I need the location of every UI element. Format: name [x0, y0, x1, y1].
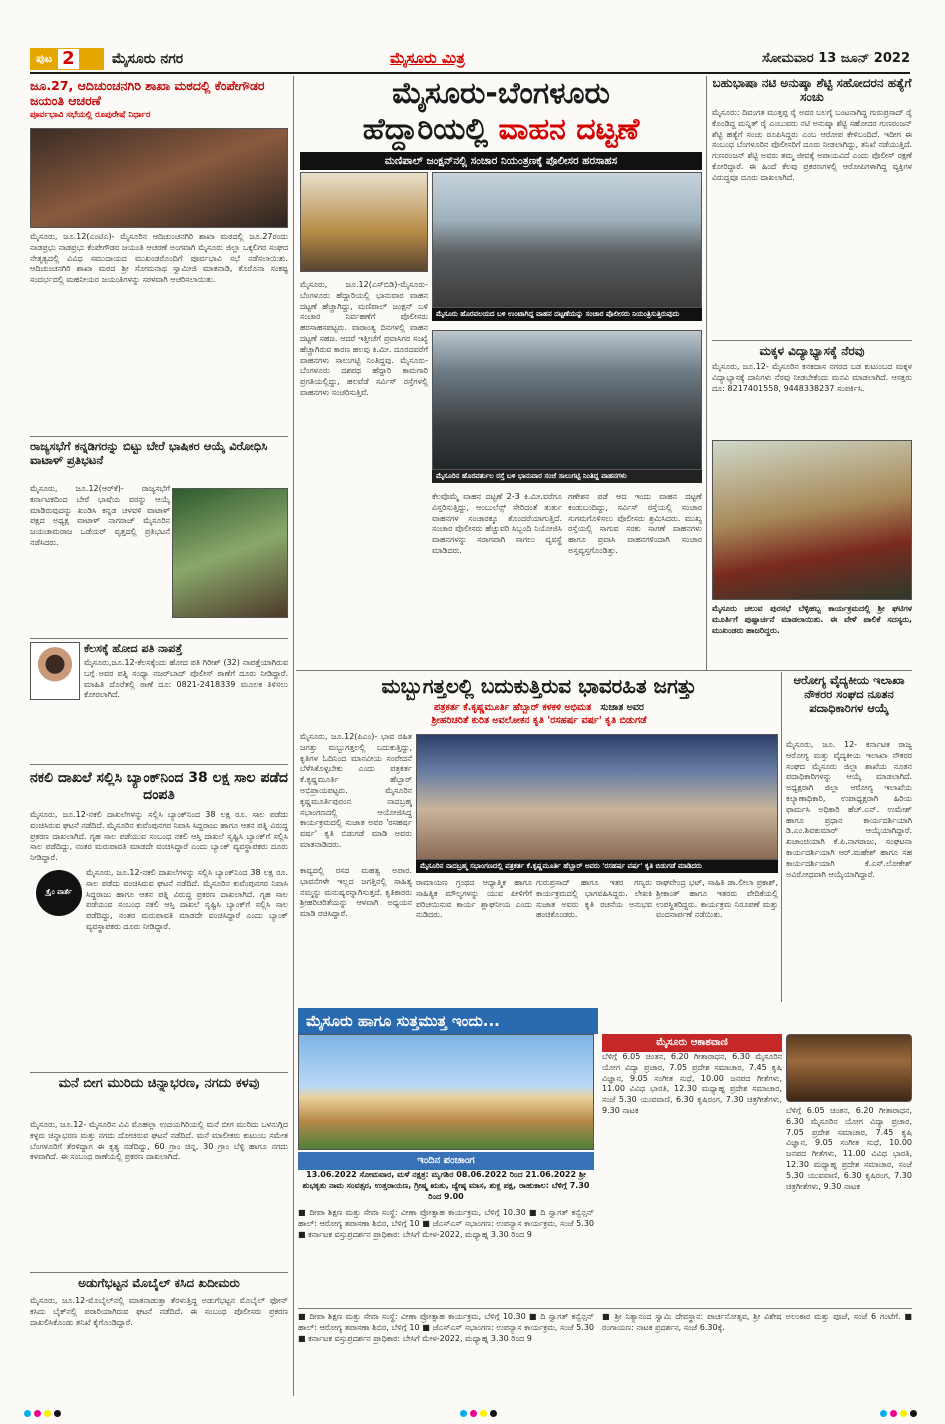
masthead: [30, 44, 910, 74]
lead-headline-line1: ಮೈಸೂರು-ಬೆಂಗಳೂರು: [392, 76, 610, 111]
story-missing-body: ಮೈಸೂರು,ಜೂ.12-ಕೆಲಸಕ್ಕೆಂದು ಹೋದ ಪತಿ ಗಿರೀಶ್ (32) ನಾಪತ್ತೆಯಾಗಿರುವ ಬಗ್ಗೆ ಅವರ ಪತ್ನಿ ಸಂಧ್ಯಾ ನಜರ್‌ಬಾದ್ ಪೊಲೀಸ್ ಠಾಣೆಗೆ ದೂರು ನೀಡಿದ್ದಾರೆ. ಮಾಹಿತಿ ದೊರೆತಲ್ಲಿ ಠಾಣೆ ದೂ: 0821-2418339 ಮೂಲಕ ತಿಳಿಸಲು ಕೋರಲಾಗಿದೆ.: [84, 658, 288, 700]
event-body-col2: ರಾಮಾಯಣ ಗ್ರಂಥದ ಆಧ್ಯಾತ್ಮಿಕ ಹಾಗೂ ಸಾಹಿತ್ಯಿಕ ಮೌಲ್ಯಗಳನ್ನು ಯುವ ಪೀಳಿಗೆಗೆ ಪರಿಚಯಿಸುವ ಕಾರ್ಯ ಶ್ಲಾಘನೀಯ ಎಂದು ನುಡಿದರು.: [416, 878, 532, 920]
newspaper-name: ಮೈಸೂರು ಮಿತ್ರ: [390, 49, 465, 67]
event-subhead-2: ಸುಜಾತ ಅವರ: [600, 702, 644, 713]
book-release-caption: ಮೈಸೂರಿನ ನಾದಬ್ರಹ್ಮ ಸಭಾಂಗಣದಲ್ಲಿ ಪತ್ರಕರ್ತ ಕೆ.ಕೃಷ್ಣಮೂರ್ತಿ ಹೆಬ್ಬಾರ್ ಅವರು 'ರಸಹರ್ಷ ವರ್ಷ' ಕೃತಿ ಬಿಡುಗಡೆ ಮಾಡಿದರು: [416, 860, 778, 873]
event-body-left: ಮೈಸೂರು, ಜೂ.12(ಪಿಎಂ)- ಭಾವ ರಹಿತ ಜಗತ್ತು ಮಬ್ಬುಗತ್ತಲಲ್ಲಿ ಬದುಕುತ್ತಿದ್ದು, ಕೃತಿಗಳ ಓದಿನಿಂದ ಮಾನವೀಯ ಸಂವೇದನೆ ಬೆಳೆಸಿಕೊಳ್ಳಬೇಕು ಎಂದು ಪತ್ರಕರ್ತ ಕೆ.ಕೃಷ್ಣಮೂರ್ತಿ ಹೆಬ್ಬಾರ್ ಅಭಿಪ್ರಾಯಪಟ್ಟರು. ಮೈಸೂರಿನ ಕೃಷ್ಣಮೂರ್ತಿಪುರಂನ ನಾದಬ್ರಹ್ಮ ಸಭಾಂಗಣದಲ್ಲಿ ಆಯೋಜಿಸಿದ್ದ ಕಾರ್ಯಕ್ರಮದಲ್ಲಿ ಸುಜಾತ ಅವರ 'ರಸಹರ್ಷ ವರ್ಷ' ಕೃತಿ ಬಿಡುಗಡೆ ಮಾಡಿ ಅವರು ಮಾತನಾಡಿದರು.: [300, 732, 412, 849]
lead-subhead: [300, 152, 702, 170]
section-title: ಮೈಸೂರು ನಗರ: [112, 51, 184, 67]
traffic-jam-photo-2: [432, 330, 702, 470]
lead-subhead-text: ಮಣಿಪಾಲ್ ಜಂಕ್ಷನ್‌ನಲ್ಲಿ ಸಂಚಾರ ನಿಯಂತ್ರಣಕ್ಕೆ ಪೊಲೀಸರ ಹರಸಾಹಸ: [384, 155, 618, 167]
lead-headline-line2: [300, 112, 702, 148]
panchang-body: 13.06.2022 ಸೋಮವಾರ, ಮಳೆ ನಕ್ಷತ್ರ: ಮೃಗಶಿರ 08.06.2022 ರಿಂದ 21.06.2022 ಶ್ರೀ ಶುಭಕೃತು ನಾಮ ಸಂವತ್ಸರ, ಉತ್ತರಾಯಣ, ಗ್ರೀಷ್ಮ ಋತು, ಜ್ಯೇಷ್ಠ ಮಾಸ, ಶುಕ್ಲ ಪಕ್ಷ, ರಾಹುಕಾಲ: ಬೆಳಿಗ್ಗೆ 7.30 ರಿಂದ 9.00: [302, 1170, 590, 1201]
lead-body-col4: ಗಣೇಶನ ಪಡೆ ಆದ ಇಂದು ವಾಹನ ದಟ್ಟಣೆ ಕಂಡುಬಂದಿದ್ದು, ಸರ್ವಿಸ್ ರಸ್ತೆಯಲ್ಲಿ ಸಂಚಾರ ಸುಗಮಗೊಳಿಸಲು ಪೊಲೀಸರು ಶ್ರಮಿಸಿದರು. ಮುಖ್ಯ ರಸ್ತೆಯಲ್ಲಿ ಸಾಗುವ ಸರಕು ಸಾಗಣೆ ವಾಹನಗಳು ಹಾಗೂ ಪ್ರವಾಸಿ ವಾಹನಗಳಿಂದಾಗಿ ಸಂಚಾರ ಅಸ್ತವ್ಯಸ್ತಗೊಂಡಿತ್ತು.: [568, 492, 702, 555]
today-banner: [298, 1008, 598, 1034]
page-label: ಪುಟ: [36, 51, 53, 65]
story-kempegowda-body: ಮೈಸೂರು, ಜೂ.12(ಎಂಟಿಎ)- ಮೈಸೂರಿನ ಆದಿಚುಂಚನಗಿರಿ ಶಾಖಾ ಮಠದಲ್ಲಿ ಜೂ.27ರಂದು ನಾಡಪ್ರಭು ನಾಡಪ್ರಭು ಕೆಂಪೇಗೌಡರ ಜಯಂತಿ ಆಚರಣೆ ಅಂಗವಾಗಿ ಮೈಸೂರು ಜಿಲ್ಲಾ ಒಕ್ಕಲಿಗರ ಸಂಘದ ನೇತೃತ್ವದಲ್ಲಿ ವಿವಿಧ ಸಮುದಾಯದ ಮುಖಂಡರೊಂದಿಗೆ ಪೂರ್ವಭಾವಿ ಸಭೆ ನಡೆಸಲಾಯಿತು. ಆದಿಚುಂಚನಗಿರಿ ಶಾಖಾ ಮಠದ ಶ್ರೀ ಸೋಮನಾಥ ಸ್ವಾಮೀಜಿ ಮಾತನಾಡಿ, ಕೊರೊನಾ ಸಂಕಷ್ಟ ಸಂದರ್ಭದಲ್ಲಿ ಮಹನೀಯರ ಜಯಂತಿಗಳನ್ನು ಸರಳವಾಗಿ ಆಚರಿಸಲಾಯಿತು.: [30, 232, 288, 285]
event-subheads: [300, 702, 778, 728]
traffic-police-photo: [300, 172, 428, 272]
radio-schedule-cont: ಬೆಳಿಗ್ಗೆ 6.05 ಚಿಂತನ, 6.20 ಗೀತಾರಾಧನ, 6.30 ಮೈಸೂರಿನ ಯೋಗ ವಿದ್ಯಾ ಪ್ರಚಾರ, 7.05 ಪ್ರದೇಶ ಸಮಾಚಾರ, 7.45 ಕೃಷಿ ವಿಜ್ಞಾನ, 9.05 ಸಂಗೀತ ಸುಧೆ, 10.00 ಜನಪದ ಗೀತೆಗಳು, 11.00 ವಿವಿಧ ಭಾರತಿ, 12.30 ಮಧ್ಯಾಹ್ನ ಪ್ರದೇಶ ಸಮಾಚಾರ, ಸಂಜೆ 5.30 ಯುವವಾಣಿ, 6.30 ಕೃಷಿರಂಗ, 7.30 ಚಿತ್ರಗೀತೆಗಳು, 9.30 ನಾಟಕ: [786, 1106, 912, 1191]
radio-image: [786, 1034, 912, 1102]
lead-body-col1: ಮೈಸೂರು, ಜೂ.12(ಎಸ್‌ಬಿಡಿ)-ಮೈಸೂರು-ಬೆಂಗಳೂರು ಹೆದ್ದಾರಿಯಲ್ಲಿ ಭಾನುವಾರ ವಾಹನ ದಟ್ಟಣೆ ಹೆಚ್ಚಾಗಿದ್ದು, ಮಣಿಪಾಲ್ ಜಂಕ್ಷನ್ ಬಳಿ ಸಂಚಾರ ನಿರ್ವಹಣೆಗೆ ಪೊಲೀಸರು ಹರಸಾಹಸಪಟ್ಟರು. ವಾರಾಂತ್ಯ ದಿನಗಳಲ್ಲಿ ವಾಹನ ದಟ್ಟಣೆ ಸಹಜ. ಆದರೆ ಇತ್ತೀಚೆಗೆ ಪ್ರವಾಸಿಗರ ಸಂಖ್ಯೆ ಹೆಚ್ಚಾಗಿರುವ ಕಾರಣ ಹಲವು ಕಿ.ಮೀ. ದೂರದವರೆಗೆ ವಾಹನಗಳು ಸಾಲುಗಟ್ಟಿ ನಿಂತಿದ್ದವು. ಮೈಸೂರು-ಬೆಂಗಳೂರು ದಶಪಥ ಹೆದ್ದಾರಿ ಕಾಮಗಾರಿ ಪ್ರಗತಿಯಲ್ಲಿದ್ದು, ಹಲವೆಡೆ ಸರ್ವಿಸ್ ರಸ್ತೆಗಳಲ್ಲಿ ವಾಹನಗಳು ಸಂಚರಿಸುತ್ತಿವೆ.: [300, 280, 428, 397]
story-theft-body: ಮೈಸೂರು, ಜೂ.12- ಮೈಸೂರಿನ ವಿವಿ ಮೊಹಲ್ಲಾ ಉದಯಗಿರಿಯಲ್ಲಿ ಮನೆ ಬೀಗ ಮುರಿದು ಒಳನುಗ್ಗಿದ ಕಳ್ಳರು ಚಿನ್ನಾಭರಣ ಮತ್ತು ನಗದು ದೋಚಿರುವ ಘಟನೆ ನಡೆದಿದೆ. ಮನೆ ಮಾಲೀಕರು ಕುಟುಂಬ ಸಮೇತ ಬೆಂಗಳೂರಿಗೆ ತೆರಳಿದ್ದಾಗ ಈ ಕೃತ್ಯ ನಡೆದಿದ್ದು, 60 ಗ್ರಾಂ ಚಿನ್ನ, 30 ಗ್ರಾಂ ಬೆಳ್ಳಿ ಹಾಗೂ ನಗದು ಕಳವಾಗಿದೆ. ಈ ಸಂಬಂಧ ಠಾಣೆಯಲ್ಲಿ ಪ್ರಕರಣ ದಾಖಲಾಗಿದೆ.: [30, 1120, 288, 1162]
story-theft-headline: ಮನೆ ಬೀಗ ಮುರಿದು ಚಿನ್ನಾಭರಣ, ನಗದು ಕಳವು: [58, 1076, 260, 1091]
story-mobile-snatch-body: ಮೈಸೂರು, ಜೂ.12-ಮೊಬೈಲ್‌ನಲ್ಲಿ ಮಾತನಾಡುತ್ತಾ ತೆರಳುತ್ತಿದ್ದ ಅಡುಗೆಭಟ್ಟನ ಮೊಬೈಲ್ ಫೋನ್ ಕಸಿದು ಬೈಕ್‌ನಲ್ಲಿ ಪರಾರಿಯಾಗಿರುವ ಘಟನೆ ನಡೆದಿದೆ. ಈ ಸಂಬಂಧ ಪೊಲೀಸರು ಪ್ರಕರಣ ದಾಖಲಿಸಿಕೊಂಡು ತನಿಖೆ ಕೈಗೊಂಡಿದ್ದಾರೆ.: [30, 1296, 288, 1327]
traffic-jam-caption-1: ಮೈಸೂರು ಹೊರವಲಯದ ಬಳಿ ಉಂಟಾಗಿದ್ದ ವಾಹನ ದಟ್ಟಣೆಯನ್ನು ಸಂಚಾರ ಪೊಲೀಸರು ನಿಯಂತ್ರಿಸುತ್ತಿರುವುದು: [432, 308, 702, 321]
mysore-palace-photo: [298, 1034, 594, 1150]
lead-headline-line2b: ವಾಹನ ದಟ್ಟಣೆ: [498, 112, 640, 147]
story-bank-fraud-body-b: ಮೈಸೂರು, ಜೂ.12-ನಕಲಿ ದಾಖಲೆಗಳನ್ನು ಸಲ್ಲಿಸಿ ಬ್ಯಾಂಕ್‌ನಿಂದ 38 ಲಕ್ಷ ರೂ. ಸಾಲ ಪಡೆದು ವಂಚಿಸಿರುವ ಘಟನೆ ನಡೆದಿದೆ. ಮೈಸೂರಿನ ಕುವೆಂಪುನಗರ ನಿವಾಸಿ ಸಿದ್ದರಾಜು ಹಾಗೂ ಆತನ ಪತ್ನಿ ವಿರುದ್ಧ ಪ್ರಕರಣ ದಾಖಲಾಗಿದೆ. ಗೃಹ ಸಾಲ ಪಡೆಯುವ ಸಂಬಂಧ ನಕಲಿ ಆಸ್ತಿ ದಾಖಲೆ ಸೃಷ್ಟಿಸಿ ಬ್ಯಾಂಕ್‌ಗೆ ಸಲ್ಲಿಸಿ ಸಾಲ ಪಡೆದಿದ್ದು, ನಂತರ ಮರುಪಾವತಿ ಮಾಡದೇ ವಂಚಿಸಿದ್ದಾರೆ ಎಂದು ಬ್ಯಾಂಕ್ ವ್ಯವಸ್ಥಾಪಕರು ದೂರು ನೀಡಿದ್ದಾರೆ.: [86, 868, 288, 931]
story-kempegowda-headline: ಜೂ.27, ಆದಿಚುಂಚನಗಿರಿ ಶಾಖಾ ಮಠದಲ್ಲಿ ಕೆಂಪೇಗೌಡರ ಜಯಂತಿ ಆಚರಣೆ: [30, 78, 265, 108]
page-number-box: [30, 48, 104, 70]
traffic-jam-caption-2: ಮೈಸೂರಿನ ಹೊರವರ್ತುಲ ರಸ್ತೆ ಬಳಿ ಭಾನುವಾರ ಸಂಜೆ ಸಾಲುಗಟ್ಟಿ ನಿಂತಿದ್ದ ವಾಹನಗಳು: [432, 470, 702, 483]
story-health-assoc-headline: ಆರೋಗ್ಯ ವೈದ್ಯಕೀಯ ಇಲಾಖಾ ನೌಕರರ ಸಂಘದ ನೂತನ ಪದಾಧಿಕಾರಿಗಳ ಆಯ್ಕೆ: [793, 673, 905, 715]
temple-ceremony-photo: [712, 440, 912, 600]
event-subhead-1: ಪತ್ರಕರ್ತ ಕೆ.ಕೃಷ್ಣಮೂರ್ತಿ ಹೆಬ್ಬಾರ್ ಕಳಕಳಿ ಅಭಿಮತ: [434, 702, 592, 713]
event-body-col3: ಗುರುಪ್ರಸಾದ್ ಹಾಗೂ ಇತರ ಗಣ್ಯರು ಕಾರ್ಯಕ್ರಮದಲ್ಲಿ ಭಾಗವಹಿಸಿದ್ದರು. ಲೇಖಕಿ ಸುಜಾತ ಅವರು ಕೃತಿ ರಚನೆಯ ಅನುಭವ ಹಂಚಿಕೊಂಡರು.: [536, 878, 652, 920]
event-headline: ಮಬ್ಬುಗತ್ತಲಲ್ಲಿ ಬದುಕುತ್ತಿರುವ ಭಾವರಹಿತ ಜಗತ್ತು: [381, 674, 697, 698]
panchang-title: [298, 1152, 594, 1170]
event-body-col1: ಕಾವ್ಯದಲ್ಲಿ ರಸದ ಮಹತ್ವ ಅಪಾರ. ಭಾವನೆಗಳೇ ಇಲ್ಲದ ಜಗತ್ತಿನಲ್ಲಿ ಸಾಹಿತ್ಯ ನಮ್ಮನ್ನು ಮನುಷ್ಯರನ್ನಾಗಿಸುತ್ತದೆ. ಕೃತಿಕಾರರು ಶ್ರೀಹರಿಚರಿತೆಯನ್ನು ಆಳವಾಗಿ ಅಧ್ಯಯನ ಮಾಡಿ ರಚಿಸಿದ್ದಾರೆ.: [300, 866, 412, 919]
issue-date: ಸೋಮವಾರ 13 ಜೂನ್ 2022: [762, 51, 910, 66]
event-body-col4: ರಾಘವೇಂದ್ರ ಭಟ್, ಸಾಹಿತಿ ಡಾ.ಲೀಲಾ ಪ್ರಕಾಶ್, ಶ್ರೀಕಾಂತ್ ಹಾಗೂ ಇತರರು ವೇದಿಕೆಯಲ್ಲಿ ಉಪಸ್ಥಿತರಿದ್ದರು. ಕಾರ್ಯಕ್ರಮ ನಿರೂಪಣೆ ಮತ್ತು ವಂದನಾರ್ಪಣೆ ನಡೆಯಿತು.: [656, 878, 778, 920]
radio-schedule: ಬೆಳಿಗ್ಗೆ 6.05 ಚಿಂತನ, 6.20 ಗೀತಾರಾಧನ, 6.30 ಮೈಸೂರಿನ ಯೋಗ ವಿದ್ಯಾ ಪ್ರಚಾರ, 7.05 ಪ್ರದೇಶ ಸಮಾಚಾರ, 7.45 ಕೃಷಿ ವಿಜ್ಞಾನ, 9.05 ಸಂಗೀತ ಸುಧೆ, 10.00 ಜನಪದ ಗೀತೆಗಳು, 11.00 ವಿವಿಧ ಭಾರತಿ, 12.30 ಮಧ್ಯಾಹ್ನ ಪ್ರದೇಶ ಸಮಾಚಾರ, ಸಂಜೆ 5.30 ಯುವವಾಣಿ, 6.30 ಕೃಷಿರಂಗ, 7.30 ಚಿತ್ರಗೀತೆಗಳು, 9.30 ನಾಟಕ: [602, 1052, 782, 1115]
story-education-aid-headline: ಮಕ್ಕಳ ವಿದ್ಯಾಭ್ಯಾಸಕ್ಕೆ ನೆರವು: [759, 344, 865, 358]
today-footer-notes-left: ■ ದೀಪಾ ಶಿಕ್ಷಣ ಮತ್ತು ಸೇವಾ ಸಂಸ್ಥೆ: ವೀಣಾ ಪ್ರೋತ್ಸಾಹ ಕಾರ್ಯಕ್ರಮ, ಬೆಳಿಗ್ಗೆ 10.30 ■ ದಿ ಸ್ವಾಗತ್ ಕನ್ವೆನ್ಷನ್ ಹಾಲ್: ಆರೋಗ್ಯ ತಪಾಸಣಾ ಶಿಬಿರ, ಬೆಳಿಗ್ಗೆ 10 ■ ಜೆಎಸ್‌ಎಸ್ ಸಭಾಂಗಣ: ಉಪನ್ಯಾಸ ಕಾರ್ಯಕ್ರಮ, ಸಂಜೆ 5.30 ■ ಕರ್ನಾಟಕ ವಸ್ತುಪ್ರದರ್ಶನ ಪ್ರಾಧಿಕಾರ: ಬೇಸಿಗೆ ಮೇಳ-2022, ಮಧ್ಯಾಹ್ನ 3.30 ರಿಂದ 9: [298, 1312, 594, 1343]
story-education-aid-body: ಮೈಸೂರು, ಜೂ.12- ಮೈಸೂರಿನ ಕನಕದಾಸ ನಗರದ ಬಡ ಕುಟುಂಬದ ಮಕ್ಕಳ ವಿದ್ಯಾಭ್ಯಾಸಕ್ಕೆ ದಾನಿಗಳು ನೆರವು ನೀಡಬೇಕೆಂದು ಮನವಿ ಮಾಡಲಾಗಿದೆ. ಆಸಕ್ತರು ದೂ: 8217401558, 9448338237 ಸಂಪರ್ಕಿಸಿ.: [712, 362, 912, 393]
story-mobile-snatch-headline: ಅಡುಗೆಭಟ್ಟನ ಮೊಬೈಲ್ ಕಸಿದ ಖದೀಮರು: [78, 1276, 240, 1290]
today-events-list: ■ ದೀಪಾ ಶಿಕ್ಷಣ ಮತ್ತು ಸೇವಾ ಸಂಸ್ಥೆ: ವೀಣಾ ಪ್ರೋತ್ಸಾಹ ಕಾರ್ಯಕ್ರಮ, ಬೆಳಿಗ್ಗೆ 10.30 ■ ದಿ ಸ್ವಾಗತ್ ಕನ್ವೆನ್ಷನ್ ಹಾಲ್: ಆರೋಗ್ಯ ತಪಾಸಣಾ ಶಿಬಿರ, ಬೆಳಿಗ್ಗೆ 10 ■ ಜೆಎಸ್‌ಎಸ್ ಸಭಾಂಗಣ: ಉಪನ್ಯಾಸ ಕಾರ್ಯಕ್ರಮ, ಸಂಜೆ 5.30 ■ ಕರ್ನಾಟಕ ವಸ್ತುಪ್ರದರ್ಶನ ಪ್ರಾಧಿಕಾರ: ಬೇಸಿಗೆ ಮೇಳ-2022, ಮಧ್ಯಾಹ್ನ 3.30 ರಿಂದ 9: [298, 1208, 594, 1239]
story-missing-headline: ಕೆಲಸಕ್ಕೆ ಹೋದ ಪತಿ ನಾಪತ್ತೆ: [84, 642, 183, 655]
crime-news-badge: [36, 870, 82, 916]
meeting-photo: [30, 128, 288, 228]
story-health-assoc-body: ಮೈಸೂರು, ಜೂ. 12- ಕರ್ನಾಟಕ ರಾಜ್ಯ ಆರೋಗ್ಯ ಮತ್ತು ವೈದ್ಯಕೀಯ ಇಲಾಖಾ ನೌಕರರ ಸಂಘದ ಮೈಸೂರು ಜಿಲ್ಲಾ ಶಾಖೆಯ ನೂತನ ಪದಾಧಿಕಾರಿಗಳನ್ನು ಆಯ್ಕೆ ಮಾಡಲಾಗಿದೆ. ಅಧ್ಯಕ್ಷರಾಗಿ ಜಿಲ್ಲಾ ಆರೋಗ್ಯ ಇಲಾಖೆಯ ಕಲ್ಯಾಣಾಧಿಕಾರಿ, ಉಪಾಧ್ಯಕ್ಷರಾಗಿ ಹಿರಿಯ ಫಾರ್ಮಸಿ ಅಧಿಕಾರಿ ಹೆಚ್.ಎನ್. ಉಮೇಶ್ ಹಾಗೂ ಪ್ರಧಾನ ಕಾರ್ಯದರ್ಶಿಯಾಗಿ ಡಿ.ಎಂ.ಶಿವಕುಮಾರ್ ಆಯ್ಕೆಯಾಗಿದ್ದಾರೆ. ಖಜಾಂಚಿಯಾಗಿ ಕೆ.ಪಿ.ನಾಗರಾಜು, ಸಂಘಟನಾ ಕಾರ್ಯದರ್ಶಿಯಾಗಿ ಆರ್.ಮಹೇಶ್ ಹಾಗೂ ಸಹ ಕಾರ್ಯದರ್ಶಿಯಾಗಿ ಕೆ.ಎಸ್.ಲೋಕೇಶ್ ಅವಿರೋಧವಾಗಿ ಆಯ್ಕೆಯಾಗಿದ್ದಾರೆ.: [786, 740, 912, 879]
story-vatal-body: ಮೈಸೂರು, ಜೂ.12(ಆರ್‌ಕೆ)- ರಾಜ್ಯಸಭೆಗೆ ಕರ್ನಾಟಕದಿಂದ ಬೇರೆ ಭಾಷೆಯ ವರನ್ನು ಆಯ್ಕೆ ಮಾಡಿರುವುದನ್ನು ಖಂಡಿಸಿ ಕನ್ನಡ ಚಳವಳಿ ವಾಟಾಳ್ ಪಕ್ಷದ ಅಧ್ಯಕ್ಷ ವಾಟಾಳ್ ನಾಗರಾಜ್ ಮೈಸೂರಿನ ಜಯಚಾಮರಾಜ ಒಡೆಯರ್ ವೃತ್ತದಲ್ಲಿ ಪ್ರತಿಭಟನೆ ನಡೆಸಿದರು.: [30, 484, 170, 547]
today-banner-text: ಮೈಸೂರು ಹಾಗೂ ಸುತ್ತಮುತ್ತ ಇಂದು...: [306, 1012, 500, 1030]
book-release-photo: [416, 734, 778, 860]
radio-title-text: ಮೈಸೂರು ಆಕಾಶವಾಣಿ: [656, 1037, 728, 1048]
story-vatal-headline: ರಾಜ್ಯಸಭೆಗೆ ಕನ್ನಡಿಗರನ್ನು ಬಿಟ್ಟು ಬೇರೆ ಭಾಷಿಕರ ಆಯ್ಕೆ ವಿರೋಧಿಸಿ ವಾಟಾಳ್ ಪ್ರತಿಭಟನೆ: [30, 439, 268, 467]
protest-photo: [172, 488, 288, 618]
today-footer-notes: ■ ಶ್ರೀ ನಿತ್ಯಾನಂದ ಸ್ವಾಮಿ ದೇವಸ್ಥಾನ: ಪಾರ್ಚನೋತ್ಸವ, ಶ್ರೀ ವಿಶೇಷ ಅಲಂಕಾರ ಮತ್ತು ಪೂಜೆ, ಸಂಜೆ 6 ಗಂಟೆಗೆ. ■ ರಂಗಾಯಣ: ನಾಟಕ ಪ್ರದರ್ಶನ, ಸಂಜೆ 6.30ಕ್ಕೆ.: [602, 1312, 912, 1332]
crime-news-badge-label: ಕ್ರೈಂ ವಾರ್ತೆ: [46, 888, 72, 897]
story-anushka-headline: ಬಹುಭಾಷಾ ನಟಿ ಅನುಷ್ಕಾ ಶೆಟ್ಟಿ ಸಹೋದರನ ಹತ್ಯೆಗೆ ಸಂಚು: [712, 76, 912, 105]
story-bank-fraud-headline: ನಕಲಿ ದಾಖಲೆ ಸಲ್ಲಿಸಿ ಬ್ಯಾಂಕ್‌ನಿಂದ 38 ಲಕ್ಷ ಸಾಲ ಪಡೆದ ದಂಪತಿ: [30, 770, 288, 803]
radio-title: [602, 1034, 782, 1052]
page-number: 2: [58, 49, 79, 69]
panchang-title-text: ಇಂದಿನ ಪಂಚಾಂಗ: [417, 1155, 475, 1166]
traffic-jam-photo-1: [432, 172, 702, 308]
lead-headline-line2a: ಹೆದ್ದಾರಿಯಲ್ಲಿ: [362, 112, 489, 147]
left-column: [30, 78, 288, 121]
print-registration-marks: [0, 1410, 945, 1418]
temple-ceremony-caption: ಮೈಸೂರು ಚಲುವ ಪುರಸಭೆ ಬೆಳ್ಳಿಹಬ್ಬ ಕಾರ್ಯಕ್ರಮದಲ್ಲಿ ಶ್ರೀ ಘಟಿಗಳ ಮೂರ್ತಿಗೆ ಪುಷ್ಪಾರ್ಚನೆ ಮಾಡಲಾಯಿತು. ಈ ವೇಳೆ ಪಾಲಿಕೆ ಸದಸ್ಯರು, ಮುಖಂಡರು ಹಾಜರಿದ್ದರು.: [712, 604, 912, 635]
lead-body-col3: ಕೆಲವೊಮ್ಮೆ ವಾಹನ ದಟ್ಟಣೆ 2-3 ಕಿ.ಮೀ.ವರೆಗೂ ವಿಸ್ತರಿಸುತ್ತಿದ್ದು, ಆಂಬುಲೆನ್ಸ್ ಸೇರಿದಂತೆ ತುರ್ತು ವಾಹನಗಳ ಸಂಚಾರಕ್ಕೂ ತೊಂದರೆಯಾಗುತ್ತಿದೆ. ಸಂಚಾರ ಪೊಲೀಸರು ಹೆಚ್ಚುವರಿ ಸಿಬ್ಬಂದಿ ನಿಯೋಜಿಸಿ ವಾಹನಗಳನ್ನು ಸರಾಗವಾಗಿ ಸಾಗಲು ವ್ಯವಸ್ಥೆ ಮಾಡಿದರು.: [432, 492, 562, 555]
event-subhead-3: ಶ್ರೀಹರಿಚರಿತೆ ಕುರಿತ ಅವಲೋಕನ ಕೃತಿ 'ರಸಹರ್ಷ ವರ್ಷ' ಕೃತಿ ಬಿಡುಗಡೆ: [431, 714, 647, 726]
story-anushka-body: ಮೈಸೂರು: ದಿವಂಗತ ಮುತ್ತಪ್ಪ ರೈ ಅವರ ಬಲಗೈ ಬಂಟನಾಗಿದ್ದ ಗುರುಪ್ರಸಾದ್ ರೈ ಕೊಂಡಿದ್ದ ಮನ್ನಿತ್ ರೈ ಎಂಬುವರು ನಟಿ ಅನುಷ್ಕಾ ಶೆಟ್ಟಿ ಸಹೋದರ ಗುಣರಂಜನ್ ಶೆಟ್ಟಿ ಹತ್ಯೆಗೆ ಸಂಚು ರೂಪಿಸಿದ್ದರು ಎಂಬ ಆರೋಪ ಕೇಳಿಬಂದಿದೆ. ಇದೀಗ ಈ ಸಂಬಂಧ ಬೆಂಗಳೂರಿನ ಪೊಲೀಸರಿಗೆ ದೂರು ನೀಡಲಾಗಿದ್ದು, ತನಿಖೆ ನಡೆಯುತ್ತಿದೆ. ಗುಣರಂಜನ್ ಶೆಟ್ಟಿ ಅವರು ತಮ್ಮ ಜೀವಕ್ಕೆ ಅಪಾಯವಿದೆ ಎಂದು ಪೊಲೀಸ್ ರಕ್ಷಣೆ ಕೋರಿದ್ದಾರೆ. ಈ ಹಿಂದೆ ಕೆಲವು ಪ್ರಕರಣಗಳಲ್ಲಿ ಆರೋಪಿಗಳಾಗಿದ್ದ ವ್ಯಕ್ತಿಗಳ ವಿರುದ್ಧವೂ ದೂರು ದಾಖಲಾಗಿದೆ.: [712, 108, 912, 182]
story-bank-fraud-body-a: ಮೈಸೂರು, ಜೂ.12-ನಕಲಿ ದಾಖಲೆಗಳನ್ನು ಸಲ್ಲಿಸಿ ಬ್ಯಾಂಕ್‌ನಿಂದ 38 ಲಕ್ಷ ರೂ. ಸಾಲ ಪಡೆದು ವಂಚಿಸಿರುವ ಘಟನೆ ನಡೆದಿದೆ. ಮೈಸೂರಿನ ಕುವೆಂಪುನಗರ ನಿವಾಸಿ ಸಿದ್ದರಾಜು ಹಾಗೂ ಆತನ ಪತ್ನಿ ವಿರುದ್ಧ ಪ್ರಕರಣ ದಾಖಲಾಗಿದೆ. ಗೃಹ ಸಾಲ ಪಡೆಯುವ ಸಂಬಂಧ ನಕಲಿ ಆಸ್ತಿ ದಾಖಲೆ ಸೃಷ್ಟಿಸಿ ಬ್ಯಾಂಕ್‌ಗೆ ಸಲ್ಲಿಸಿ ಸಾಲ ಪಡೆದಿದ್ದು, ನಂತರ ಮರುಪಾವತಿ ಮಾಡದೇ ವಂಚಿಸಿದ್ದಾರೆ ಎಂದು ಬ್ಯಾಂಕ್ ವ್ಯವಸ್ಥಾಪಕರು ದೂರು ನೀಡಿದ್ದಾರೆ.: [30, 810, 288, 863]
missing-person-photo: [30, 642, 80, 700]
lead-headline: [300, 76, 702, 148]
story-kempegowda-subhead: ಪೂರ್ವಭಾವಿ ಸಭೆಯಲ್ಲಿ ರೂಪುರೇಷೆ ನಿರ್ಧಾರ: [30, 110, 151, 120]
